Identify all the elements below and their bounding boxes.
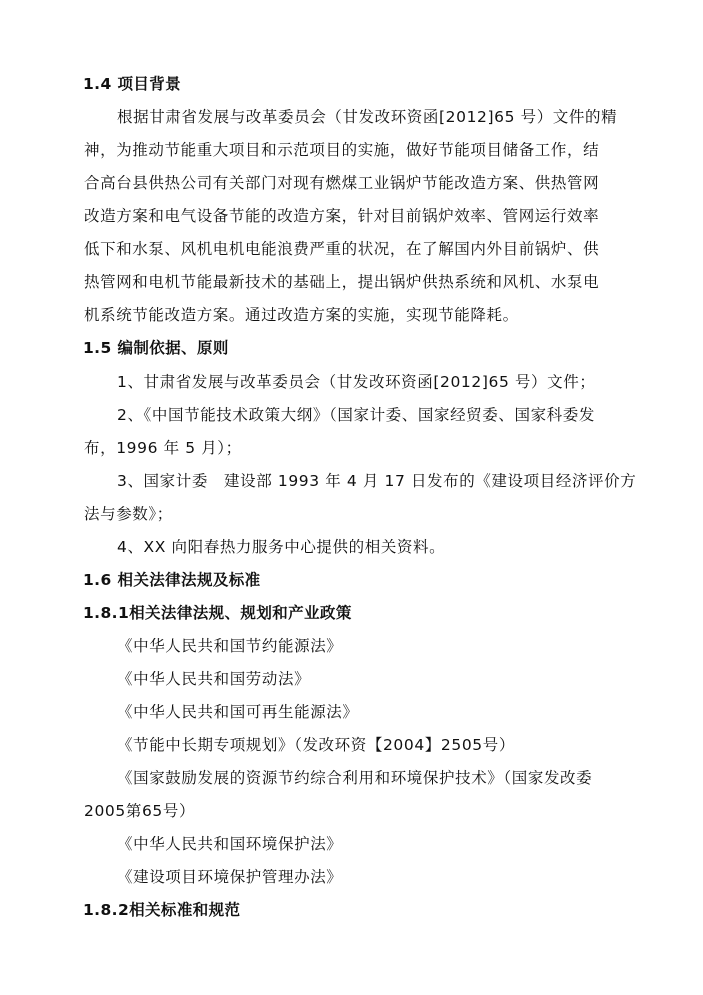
law-item: 《建设项目环境保护管理办法》 <box>117 868 343 886</box>
law-item-continuation: 2005第65号） <box>84 802 196 820</box>
heading-1-4: 1.4 项目背景 <box>83 75 182 93</box>
paragraph-line: 机系统节能改造方案。通过改造方案的实施，实现节能降耗。 <box>84 306 519 324</box>
heading-1-6: 1.6 相关法律法规及标准 <box>83 571 261 589</box>
law-item: 《中华人民共和国节约能源法》 <box>117 637 343 655</box>
heading-1-5: 1.5 编制依据、原则 <box>83 339 229 357</box>
heading-1-8-2: 1.8.2相关标准和规范 <box>83 901 241 919</box>
law-item: 《国家鼓励发展的资源节约综合利用和环境保护技术》（国家发改委 <box>117 769 593 787</box>
list-item: 2、《中国节能技术政策大纲》（国家计委、国家经贸委、国家科委发 <box>117 406 595 424</box>
paragraph-line: 改造方案和电气设备节能的改造方案，针对目前锅炉效率、管网运行效率 <box>84 207 600 225</box>
list-item-continuation: 法与参数》； <box>84 505 173 523</box>
paragraph-line: 神，为推动节能重大项目和示范项目的实施，做好节能项目储备工作，结 <box>84 141 600 159</box>
list-item-continuation: 布，1996 年 5 月）； <box>84 439 242 457</box>
heading-1-8-1: 1.8.1相关法律法规、规划和产业政策 <box>83 604 352 622</box>
law-item: 《中华人民共和国可再生能源法》 <box>117 703 359 721</box>
list-item: 1、甘肃省发展与改革委员会（甘发改环资函[2012]65 号）文件； <box>117 373 596 391</box>
law-item: 《节能中长期专项规划》（发改环资【2004】2505号） <box>117 736 515 754</box>
paragraph-line: 合高台县供热公司有关部门对现有燃煤工业锅炉节能改造方案、供热管网 <box>84 174 600 192</box>
list-item: 4、XX 向阳春热力服务中心提供的相关资料。 <box>117 538 446 556</box>
law-item: 《中华人民共和国劳动法》 <box>117 670 311 688</box>
list-item: 3、国家计委 建设部 1993 年 4 月 17 日发布的《建设项目经济评价方 <box>117 472 637 490</box>
paragraph-line: 低下和水泵、风机电机电能浪费严重的状况，在了解国内外目前锅炉、供 <box>84 240 600 258</box>
paragraph-line: 热管网和电机节能最新技术的基础上，提出锅炉供热系统和风机、水泵电 <box>84 273 600 291</box>
law-item: 《中华人民共和国环境保护法》 <box>117 835 343 853</box>
paragraph-line: 根据甘肃省发展与改革委员会（甘发改环资函[2012]65 号）文件的精 <box>117 108 618 126</box>
